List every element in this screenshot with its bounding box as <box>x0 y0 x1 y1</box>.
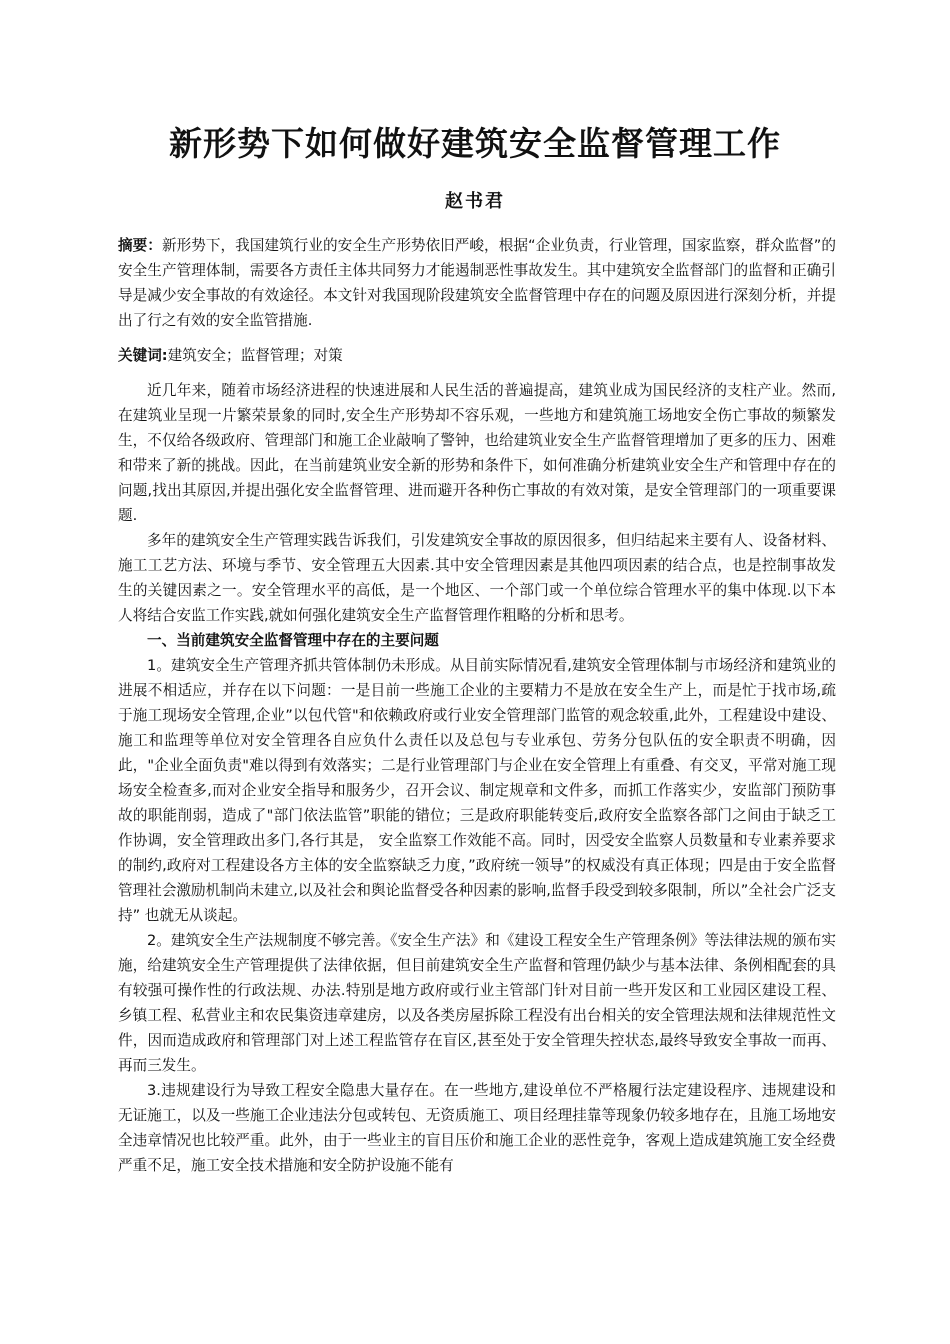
section-heading: 一、当前建筑安全监督管理中存在的主要问题 <box>147 632 439 649</box>
problem-item-1: 1。建筑安全生产管理齐抓共管体制仍未形成。从目前实际情况看,建筑安全管理体制与市场经济和建筑业的进展不相适应，并存在以下问题：一是目前一些施工企业的主要精力不是放在安全生产上，而是忙于找市场,疏于施工现场安全管理,企业”以包代管"和依赖政府或行业安全管理部门监管的观念较重,此外，工程建设中建设、施工和监理等单位对安全管理各自应负什么责任以及总包与专业承包、劳务分包队伍的安全职责不明确，因此，"企业全面负责"难以得到有效落实；二是行业管理部门与企业在安全管理上有重叠、有交叉，平常对施工现场安全检查多,而对企业安全指导和服务少，召开会议、制定规章和文件多，而抓工作落实少，安监部门预防事故的职能削弱，造成了"部门依法监管”职能的错位；三是政府职能转变后,政府安全监察各部门之间由于缺乏工作协调，安全管理政出多门,各行其是， 安全监察工作效能不高。同时，因受安全监察人员数量和专业素养要求的制约,政府对工程建设各方主体的安全监察缺乏力度，”政府统一领导”的权威没有真正体现；四是由于安全监督管理社会激励机制尚未建立,以及社会和舆论监督受各种因素的影响,监督手段受到较多限制，所以”全社会广泛支持” 也就无从谈起。 <box>118 657 836 924</box>
abstract-label: 摘要： <box>118 237 162 254</box>
practice-paragraph: 多年的建筑安全生产管理实践告诉我们，引发建筑安全事故的原因很多，但归结起来主要有人、设备材料、施工工艺方法、环境与季节、安全管理五大因素.其中安全管理因素是其他四项因素的结合点，也是控制事故发生的关键因素之一。安全管理水平的高低，是一个地区、一个部门或一个单位综合管理水平的集中体现.以下本人将结合安监工作实践,就如何强化建筑安全生产监督管理作粗略的分析和思考。 <box>118 532 836 624</box>
keywords <box>118 343 836 368</box>
abstract <box>118 233 836 333</box>
intro-paragraph: 近几年来，随着市场经济进程的快速进展和人民生活的普遍提高，建筑业成为国民经济的支柱产业。然而,在建筑业呈现一片繁荣景象的同时,安全生产形势却不容乐观，一些地方和建筑施工场地安全伤亡事故的频繁发生，不仅给各级政府、管理部门和施工企业敲响了警钟，也给建筑业安全生产监督管理增加了更多的压力、困难和带来了新的挑战。因此，在当前建筑业安全新的形势和条件下，如何准确分析建筑业安全生产和管理中存在的问题,找出其原因,并提出强化安全监督管理、进而避开各种伤亡事故的有效对策，是安全管理部门的一项重要课题. <box>118 382 836 524</box>
document-body <box>118 233 836 1178</box>
author-name: 赵书君 <box>445 191 505 212</box>
keywords-text: 建筑安全；监督管理；对策 <box>167 347 343 364</box>
abstract-text: 新形势下，我国建筑行业的安全生产形势依旧严峻，根据“企业负责，行业管理，国家监察，群众监督”的安全生产管理体制，需要各方责任主体共同努力才能遏制恶性事故发生。其中建筑安全监督部门的监督和正确引导是减少安全事故的有效途径。本文针对我国现阶段建筑安全监督管理中存在的问题及原因进行深刻分析，并提出了行之有效的安全监管措施. <box>118 237 836 329</box>
problem-item-3: 3.违规建设行为导致工程安全隐患大量存在。在一些地方,建设单位不严格履行法定建设程序、违规建设和无证施工，以及一些施工企业违法分包或转包、无资质施工、项目经理挂靠等现象仍较多地存在，且施工场地安全违章情况也比较严重。此外，由于一些业主的盲目压价和施工企业的恶性竞争，客观上造成建筑施工安全经费严重不足，施工安全技术措施和安全防护设施不能有 <box>118 1082 836 1174</box>
problem-item-2: 2。建筑安全生产法规制度不够完善。《安全生产法》和《建设工程安全生产管理条例》等法律法规的颁布实施，给建筑安全生产管理提供了法律依据，但目前建筑安全生产监督和管理仍缺少与基本法律、条例相配套的具有较强可操作性的行政法规、办法.特别是地方政府或行业主管部门针对目前一些开发区和工业园区建设工程、乡镇工程、私营业主和农民集资违章建房，以及各类房屋拆除工程没有出台相关的安全管理法规和法律规范性文件，因而造成政府和管理部门对上述工程监管存在盲区,甚至处于安全管理失控状态,最终导致安全事故一而再、再而三发生。 <box>118 932 836 1074</box>
document-title: 新形势下如何做好建筑安全监督管理工作 <box>169 124 781 163</box>
keywords-label: 关键词: <box>118 347 168 364</box>
